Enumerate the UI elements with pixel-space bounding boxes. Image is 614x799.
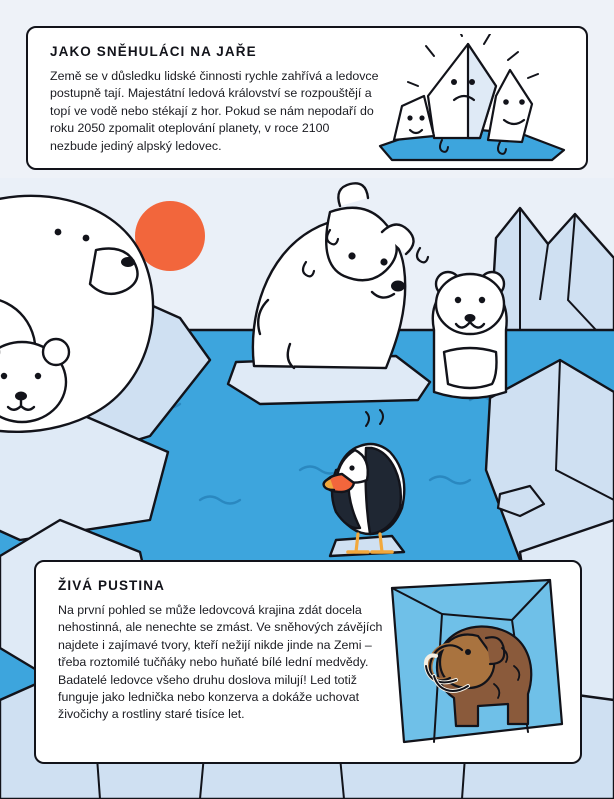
section-heading: ŽIVÁ PUSTINA [58,578,165,593]
section-body [50,68,380,155]
sun-icon [135,201,205,271]
mammoth-in-ice-icon [382,574,568,750]
section-body [58,602,388,724]
melting-glacier-icon [372,34,572,166]
section-card-jako-snehulaci-na-jare [26,26,588,170]
section-paragraph: Země se v důsledku lidské činnosti rychle zahřívá a ledovce postupně tají. Majestátní ledová království se rozpouštějí a topí ve vodě nebo stékají z hor. Pokud se nám nepodaří do roku 2050 zpomalit oteplování planety, v roce 2100 nezbude jediný alpský ledovec. [50,69,379,153]
section-paragraph: Na první pohled se může ledovcová krajina zdát docela nehostinná, ale nenechte se zmást. Ve sněhových závějích najdete i zajímavé tvory, kteří nežijí nikde jinde na Zemi – třeba roztomilé tučňáky nebo huňaté bílé lední medvědy. Badatelé ledovce všeho druhu doslova milují! Led totiž funguje jako lednička nebo konzerva a dokáže uchovat živočichy a rostliny staré tisíce let. [58,603,383,722]
section-card-ziva-pustina [34,560,582,764]
polar-bear-cub [433,272,507,398]
section-heading: JAKO SNĚHULÁCI NA JAŘE [50,44,257,59]
